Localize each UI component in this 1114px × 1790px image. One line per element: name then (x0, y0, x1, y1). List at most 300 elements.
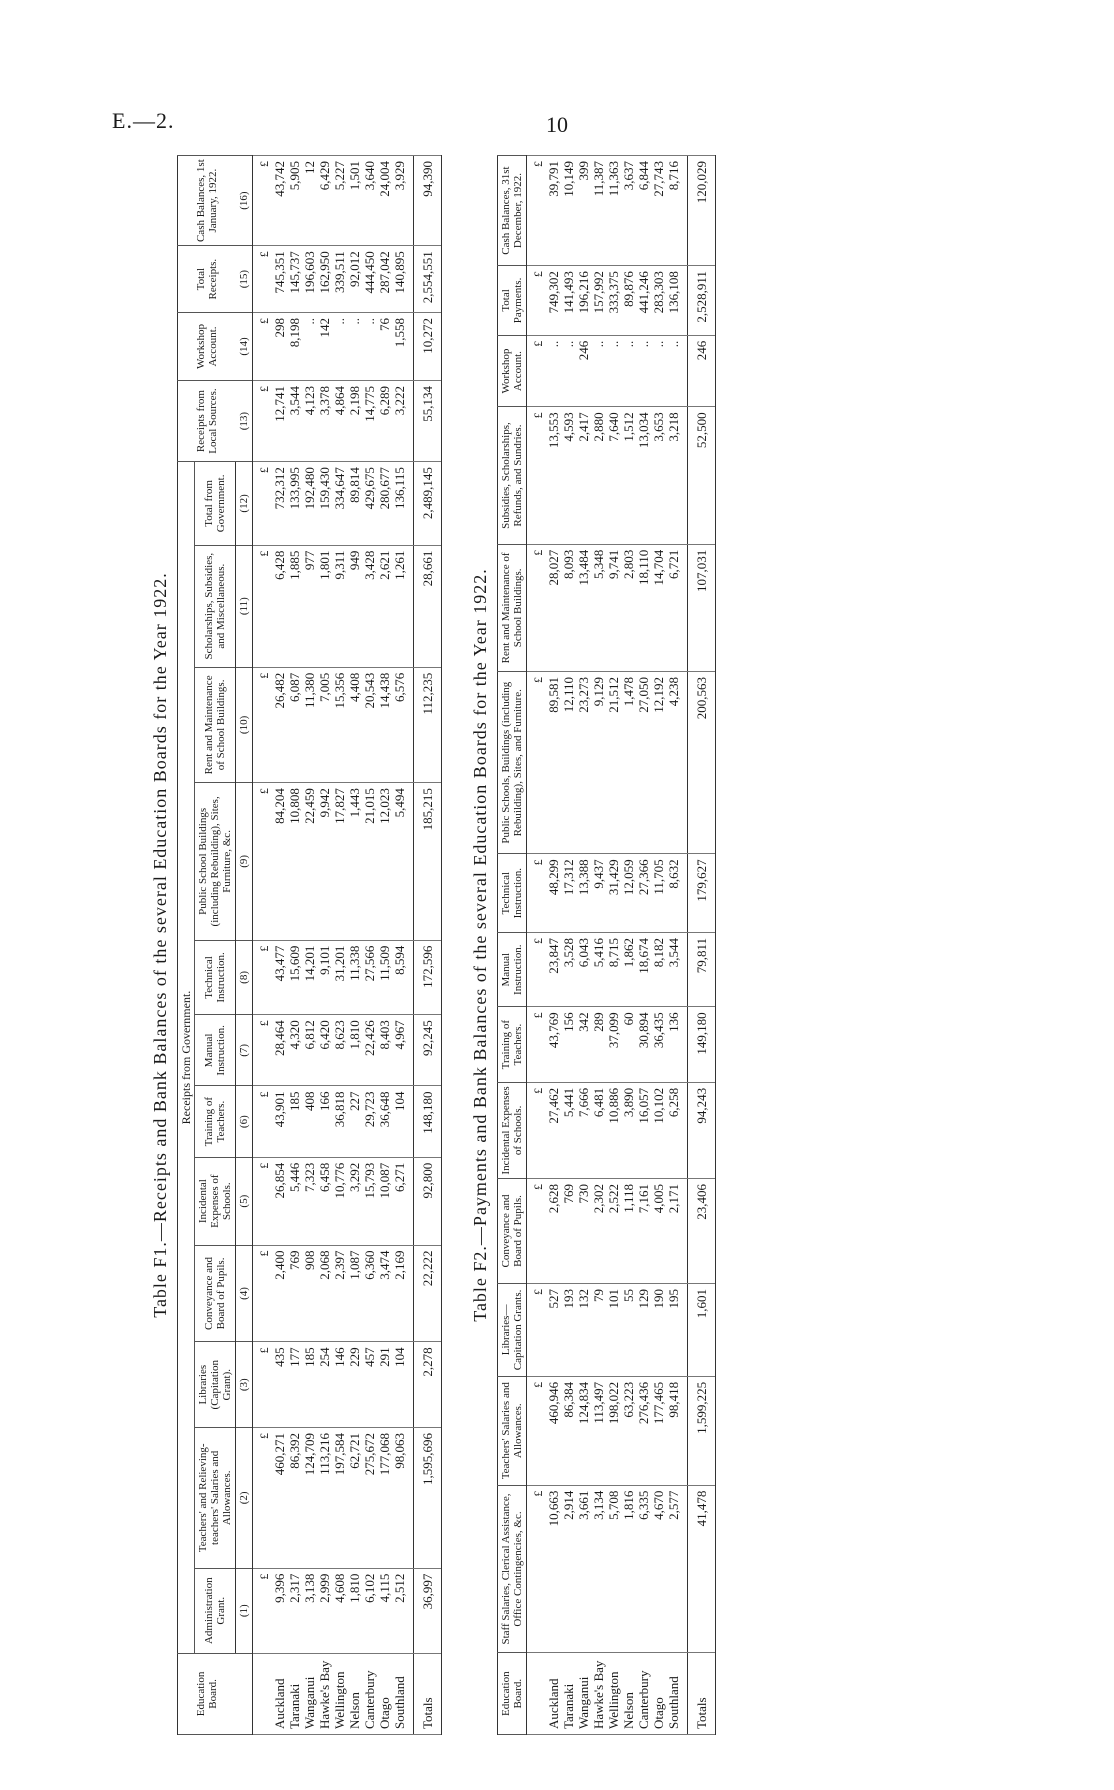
currency-symbol: £ (527, 1179, 547, 1284)
table-cell: 36,818 (332, 1086, 347, 1157)
total-cell: 112,235 (414, 667, 442, 782)
currency-symbol: £ (527, 266, 547, 336)
table-cell: 22,426 (362, 1015, 377, 1086)
currency-row (253, 156, 273, 1735)
table-cell: 9,741 (606, 544, 621, 671)
table-cell: 196,603 (302, 246, 317, 313)
currency-symbol: £ (253, 156, 273, 246)
table-cell: 18,674 (636, 933, 651, 1007)
board-name: Otago (377, 1653, 392, 1734)
table-cell: 8,594 (392, 940, 414, 1015)
totals-label: Totals (414, 1653, 442, 1734)
table-cell: 275,672 (362, 1428, 377, 1569)
col-number-13: (13) (236, 381, 253, 462)
table-cell: 10,776 (332, 1157, 347, 1245)
table-cell: 276,436 (636, 1376, 651, 1485)
table-cell: 15,793 (362, 1157, 377, 1245)
table-row (377, 156, 392, 1735)
table-cell: 195 (666, 1283, 688, 1376)
col-number-5: (5) (236, 1157, 253, 1245)
total-cell: 120,029 (688, 156, 716, 266)
table-cell: 460,946 (546, 1376, 561, 1485)
table-cell: 3,218 (666, 407, 688, 544)
total-cell: 2,554,551 (414, 246, 442, 313)
col-number-2: (2) (236, 1428, 253, 1569)
page-code: E.—2. (112, 108, 175, 133)
table-cell: 769 (561, 1179, 576, 1284)
table-cell: 177 (287, 1342, 302, 1428)
table-cell: 2,171 (666, 1179, 688, 1284)
table-row (272, 156, 287, 1735)
table-cell: 4,670 (651, 1485, 666, 1653)
table-cell: 11,363 (606, 156, 621, 266)
total-cell: 22,222 (414, 1245, 442, 1342)
table-cell: 12,059 (621, 854, 636, 933)
table1-title: Table F1.—Receipts and Bank Balances of the several Education Boards for the Year 1922. (150, 572, 170, 1318)
table-cell: 9,311 (332, 545, 347, 667)
table-cell: 18,110 (636, 544, 651, 671)
table-cell: 2,169 (392, 1245, 414, 1342)
table-cell: 227 (347, 1086, 362, 1157)
currency-symbol: £ (527, 544, 547, 671)
currency-symbol: £ (527, 854, 547, 933)
table-cell: 1,478 (621, 672, 636, 854)
col-header-1: Administration Grant. (195, 1568, 236, 1653)
table-cell: 15,356 (332, 667, 347, 782)
table-row (287, 156, 302, 1735)
currency-symbol: £ (253, 462, 273, 546)
currency-symbol: £ (527, 1485, 547, 1653)
table-row (362, 156, 377, 1735)
table-cell: 28,464 (272, 1015, 287, 1086)
table-cell: 2,198 (347, 381, 362, 462)
total-cell: 94,243 (688, 1082, 716, 1178)
table-cell: 408 (302, 1086, 317, 1157)
table-cell: 23,273 (576, 672, 591, 854)
board-name: Taranaki (287, 1653, 302, 1734)
table-cell: 333,375 (606, 266, 621, 336)
table-row (332, 156, 347, 1735)
table-cell: 136 (666, 1007, 688, 1082)
table-cell: .. (636, 335, 651, 407)
col-header-4: Conveyance and Board of Pupils. (195, 1245, 236, 1342)
table-cell: 132 (576, 1283, 591, 1376)
table-cell: 8,182 (651, 933, 666, 1007)
table-row (317, 156, 332, 1735)
table-cell: 14,201 (302, 940, 317, 1015)
table-cell: 2,628 (546, 1179, 561, 1284)
table-cell: 146 (332, 1342, 347, 1428)
table-cell: 26,854 (272, 1157, 287, 1245)
board-name: Wellington (606, 1653, 621, 1735)
table-cell: 124,834 (576, 1376, 591, 1485)
currency-symbol: £ (253, 545, 273, 667)
table-cell: 460,271 (272, 1428, 287, 1569)
table-cell: 145,737 (287, 246, 302, 313)
table-cell: .. (606, 335, 621, 407)
currency-symbol: £ (527, 407, 547, 544)
table-cell: 11,380 (302, 667, 317, 782)
table-cell: 2,999 (317, 1568, 332, 1653)
table-cell: 63,223 (621, 1376, 636, 1485)
table-cell: 2,397 (332, 1245, 347, 1342)
col-header-4: Conveyance and Board of Pupils. (498, 1179, 527, 1284)
table-cell: 2,302 (591, 1179, 606, 1284)
col-number-9: (9) (236, 783, 253, 940)
total-cell: 107,031 (688, 544, 716, 671)
board-name: Wanganui (576, 1653, 591, 1735)
table-cell: 527 (546, 1283, 561, 1376)
table-cell: 1,810 (347, 1015, 362, 1086)
table-cell: 190 (651, 1283, 666, 1376)
table-cell: 3,544 (287, 381, 302, 462)
col-number-15: (15) (236, 246, 253, 313)
table-cell: 136,115 (392, 462, 414, 546)
table-cell: 3,661 (576, 1485, 591, 1653)
col-number-7: (7) (236, 1015, 253, 1086)
table-cell: 16,057 (636, 1082, 651, 1178)
table-cell: 3,929 (392, 156, 414, 246)
table-cell: 142 (317, 313, 332, 381)
total-cell: 1,601 (688, 1283, 716, 1376)
table-cell: 1,501 (347, 156, 362, 246)
table-cell: 6,481 (591, 1082, 606, 1178)
table-cell: 2,400 (272, 1245, 287, 1342)
table-cell: 1,862 (621, 933, 636, 1007)
total-cell: 1,595,696 (414, 1428, 442, 1569)
table-cell: 1,558 (392, 313, 414, 381)
total-cell: 36,997 (414, 1568, 442, 1653)
total-cell: 179,627 (688, 854, 716, 933)
table-cell: 5,441 (561, 1082, 576, 1178)
col-header-2: Teachers' Salaries and Allowances. (498, 1376, 527, 1485)
table-cell: 48,299 (546, 854, 561, 933)
col-header-3: Libraries (Capitation Grant). (195, 1342, 236, 1428)
table-cell: .. (347, 313, 362, 381)
table-cell: 298 (272, 313, 287, 381)
table-cell: 1,801 (317, 545, 332, 667)
table-cell: 1,261 (392, 545, 414, 667)
table-cell: 6,102 (362, 1568, 377, 1653)
table-cell: 129 (636, 1283, 651, 1376)
table-cell: 43,901 (272, 1086, 287, 1157)
table-cell: 1,512 (621, 407, 636, 544)
table-cell: 9,437 (591, 854, 606, 933)
table-cell: 89,876 (621, 266, 636, 336)
table-cell: 342 (576, 1007, 591, 1082)
table-cell: 104 (392, 1342, 414, 1428)
table-cell: 2,522 (606, 1179, 621, 1284)
total-cell: 148,180 (414, 1086, 442, 1157)
currency-spacer (253, 1653, 273, 1734)
currency-symbol: £ (527, 672, 547, 854)
total-cell: 2,489,145 (414, 462, 442, 546)
table-cell: 246 (576, 335, 591, 407)
total-cell: 2,278 (414, 1342, 442, 1428)
table-cell: 86,392 (287, 1428, 302, 1569)
table-cell: 11,387 (591, 156, 606, 266)
col-header-1: Staff Salaries, Clerical Assistance, Office Contingencies, &c. (498, 1485, 527, 1653)
currency-symbol: £ (253, 381, 273, 462)
table-cell: 3,528 (561, 933, 576, 1007)
total-cell: 55,134 (414, 381, 442, 462)
table-cell: 14,438 (377, 667, 392, 782)
currency-symbol: £ (527, 1082, 547, 1178)
table-cell: 5,348 (591, 544, 606, 671)
page-number: 10 (546, 112, 568, 137)
table-row (561, 156, 576, 1735)
col-number-10: (10) (236, 667, 253, 782)
table-cell: 7,005 (317, 667, 332, 782)
table-cell: 89,814 (347, 462, 362, 546)
currency-symbol: £ (253, 1157, 273, 1245)
table-cell: 749,302 (546, 266, 561, 336)
table-cell: 1,810 (347, 1568, 362, 1653)
table-cell: 3,292 (347, 1157, 362, 1245)
table-cell: 157,992 (591, 266, 606, 336)
table-cell: 17,827 (332, 783, 347, 940)
table-cell: 198,022 (606, 1376, 621, 1485)
table-cell: 6,271 (392, 1157, 414, 1245)
table-cell: 291 (377, 1342, 392, 1428)
table-cell: 1,118 (621, 1179, 636, 1284)
table-cell: 229 (347, 1342, 362, 1428)
total-cell: 172,596 (414, 940, 442, 1015)
table-cell: 4,238 (666, 672, 688, 854)
table-cell: 10,886 (606, 1082, 621, 1178)
table-row (591, 156, 606, 1735)
table-cell: .. (591, 335, 606, 407)
total-cell: 1,599,225 (688, 1376, 716, 1485)
table-cell: 27,366 (636, 854, 651, 933)
table-cell: 17,312 (561, 854, 576, 933)
table-cell: 6,812 (302, 1015, 317, 1086)
table-cell: 3,544 (666, 933, 688, 1007)
board-name: Nelson (347, 1653, 362, 1734)
table-cell: 6,043 (576, 933, 591, 1007)
rotated-content (150, 155, 940, 1735)
board-name: Wellington (332, 1653, 347, 1734)
table-cell: 745,351 (272, 246, 287, 313)
table-cell: 2,317 (287, 1568, 302, 1653)
col-header-0: Education Board. (498, 1653, 527, 1735)
table-cell: 399 (576, 156, 591, 266)
table-cell: 36,435 (651, 1007, 666, 1082)
table-cell: 2,512 (392, 1568, 414, 1653)
currency-symbol: £ (253, 1015, 273, 1086)
table-cell: 10,663 (546, 1485, 561, 1653)
col-header-education-board: Education Board. (178, 1653, 236, 1734)
col-header-5: Incidental Expenses of Schools. (498, 1082, 527, 1178)
table-row (347, 156, 362, 1735)
table-row (546, 156, 561, 1735)
board-name: Hawke's Bay (317, 1653, 332, 1734)
total-cell: 92,800 (414, 1157, 442, 1245)
table-cell: 5,905 (287, 156, 302, 246)
col-header-8: Technical Instruction. (195, 940, 236, 1015)
table2-payments (497, 155, 716, 1735)
table-cell: 12,023 (377, 783, 392, 940)
table-cell: 2,577 (666, 1485, 688, 1653)
table-cell: .. (332, 313, 347, 381)
table-cell: 185 (302, 1342, 317, 1428)
board-name: Canterbury (362, 1653, 377, 1734)
table-cell: 37,099 (606, 1007, 621, 1082)
table-cell: 3,640 (362, 156, 377, 246)
table-cell: 5,227 (332, 156, 347, 246)
table-cell: 4,864 (332, 381, 347, 462)
table-cell: 27,462 (546, 1082, 561, 1178)
col-header-7: Manual Instruction. (498, 933, 527, 1007)
board-name: Otago (651, 1653, 666, 1735)
col-header-13: Receipts from Local Sources. (178, 381, 236, 462)
table-cell: 908 (302, 1245, 317, 1342)
table-cell: 2,880 (591, 407, 606, 544)
table-cell: .. (362, 313, 377, 381)
table-cell: 2,914 (561, 1485, 576, 1653)
table-cell: 444,450 (362, 246, 377, 313)
table-cell: 12,741 (272, 381, 287, 462)
table-cell: 977 (302, 545, 317, 667)
table-cell: 441,246 (636, 266, 651, 336)
table-cell: 13,553 (546, 407, 561, 544)
board-name: Canterbury (636, 1653, 651, 1735)
table-cell: 13,034 (636, 407, 651, 544)
currency-spacer (527, 1653, 547, 1735)
table-cell: 10,102 (651, 1082, 666, 1178)
table-cell: 3,134 (591, 1485, 606, 1653)
table-cell: 11,705 (651, 854, 666, 933)
table-cell: 185 (287, 1086, 302, 1157)
col-number-14: (14) (236, 313, 253, 381)
table-cell: 55 (621, 1283, 636, 1376)
table-cell: 3,653 (651, 407, 666, 544)
table-cell: 39,791 (546, 156, 561, 266)
table-cell: 27,743 (651, 156, 666, 266)
table-cell: 12,192 (651, 672, 666, 854)
table-cell: 8,198 (287, 313, 302, 381)
table-cell: 89,581 (546, 672, 561, 854)
table-cell: 101 (606, 1283, 621, 1376)
currency-symbol: £ (253, 1086, 273, 1157)
board-name: Southland (392, 1653, 414, 1734)
table-cell: 27,050 (636, 672, 651, 854)
table-cell: 2,417 (576, 407, 591, 544)
table-cell: 4,967 (392, 1015, 414, 1086)
table-cell: 15,609 (287, 940, 302, 1015)
table-cell: 79 (591, 1283, 606, 1376)
table-cell: 429,675 (362, 462, 377, 546)
table-cell: 4,408 (347, 667, 362, 782)
table-cell: .. (561, 335, 576, 407)
currency-symbol: £ (253, 1428, 273, 1569)
table-cell: 30,894 (636, 1007, 651, 1082)
col-number-6: (6) (236, 1086, 253, 1157)
table-cell: 457 (362, 1342, 377, 1428)
table-cell: 27,566 (362, 940, 377, 1015)
col-header-10: Rent and Maintenance of School Buildings. (195, 667, 236, 782)
table-cell: 3,378 (317, 381, 332, 462)
table-row (576, 156, 591, 1735)
table-cell: .. (621, 335, 636, 407)
board-name: Wanganui (302, 1653, 317, 1734)
table-cell: 14,775 (362, 381, 377, 462)
table-cell: 4,608 (332, 1568, 347, 1653)
table-cell: 141,493 (561, 266, 576, 336)
table-cell: 8,623 (332, 1015, 347, 1086)
table-cell: 197,584 (332, 1428, 347, 1569)
table-cell: 4,320 (287, 1015, 302, 1086)
table-cell: 124,709 (302, 1428, 317, 1569)
table-cell: 43,742 (272, 156, 287, 246)
table-cell: 7,640 (606, 407, 621, 544)
table-cell: 43,477 (272, 940, 287, 1015)
table-cell: 23,847 (546, 933, 561, 1007)
table-cell: 177,068 (377, 1428, 392, 1569)
table-cell: .. (651, 335, 666, 407)
total-cell: 41,478 (688, 1485, 716, 1653)
table-cell: 289 (591, 1007, 606, 1082)
total-cell: 246 (688, 335, 716, 407)
currency-symbol: £ (253, 783, 273, 940)
table-cell: 4,123 (302, 381, 317, 462)
currency-symbol: £ (253, 667, 273, 782)
table-cell: 28,027 (546, 544, 561, 671)
table-cell: 133,995 (287, 462, 302, 546)
table-cell: 949 (347, 545, 362, 667)
table-cell: 113,497 (591, 1376, 606, 1485)
table-cell: 24,004 (377, 156, 392, 246)
total-cell: 2,528,911 (688, 266, 716, 336)
table-cell: 6,428 (272, 545, 287, 667)
table-cell: 6,289 (377, 381, 392, 462)
table-cell: 254 (317, 1342, 332, 1428)
table-cell: 76 (377, 313, 392, 381)
table-cell: 12,110 (561, 672, 576, 854)
board-name: Auckland (272, 1653, 287, 1734)
col-header-5: Incidental Expenses of Schools. (195, 1157, 236, 1245)
table-cell: 14,704 (651, 544, 666, 671)
table-cell: 2,621 (377, 545, 392, 667)
board-name: Taranaki (561, 1653, 576, 1735)
col-header-8: Technical Instruction. (498, 854, 527, 933)
table-cell: 730 (576, 1179, 591, 1284)
col-number-12: (12) (236, 462, 253, 546)
table-cell: 136,108 (666, 266, 688, 336)
table-cell: 5,446 (287, 1157, 302, 1245)
table-cell: 435 (272, 1342, 287, 1428)
totals-row (688, 156, 716, 1735)
table-cell: 10,149 (561, 156, 576, 266)
table-cell: 1,816 (621, 1485, 636, 1653)
col-header-11: Scholarships, Subsidies, and Miscellaneous. (195, 545, 236, 667)
col-header-2: Teachers' and Relieving-teachers' Salaries and Allowances. (195, 1428, 236, 1569)
table-cell: 20,543 (362, 667, 377, 782)
table-cell: 13,484 (576, 544, 591, 671)
table-cell: 6,258 (666, 1082, 688, 1178)
table-cell: 104 (392, 1086, 414, 1157)
table-cell: 9,942 (317, 783, 332, 940)
col-header-11: Subsidies, Scholarships, Refunds, and Sundries. (498, 407, 527, 544)
col-number-3: (3) (236, 1342, 253, 1428)
table-cell: 283,303 (651, 266, 666, 336)
col-header-6: Training of Teachers. (498, 1007, 527, 1082)
currency-symbol: £ (527, 1376, 547, 1485)
total-cell: 94,390 (414, 156, 442, 246)
col-number-4: (4) (236, 1245, 253, 1342)
table-cell: 7,323 (302, 1157, 317, 1245)
totals-row (414, 156, 442, 1735)
